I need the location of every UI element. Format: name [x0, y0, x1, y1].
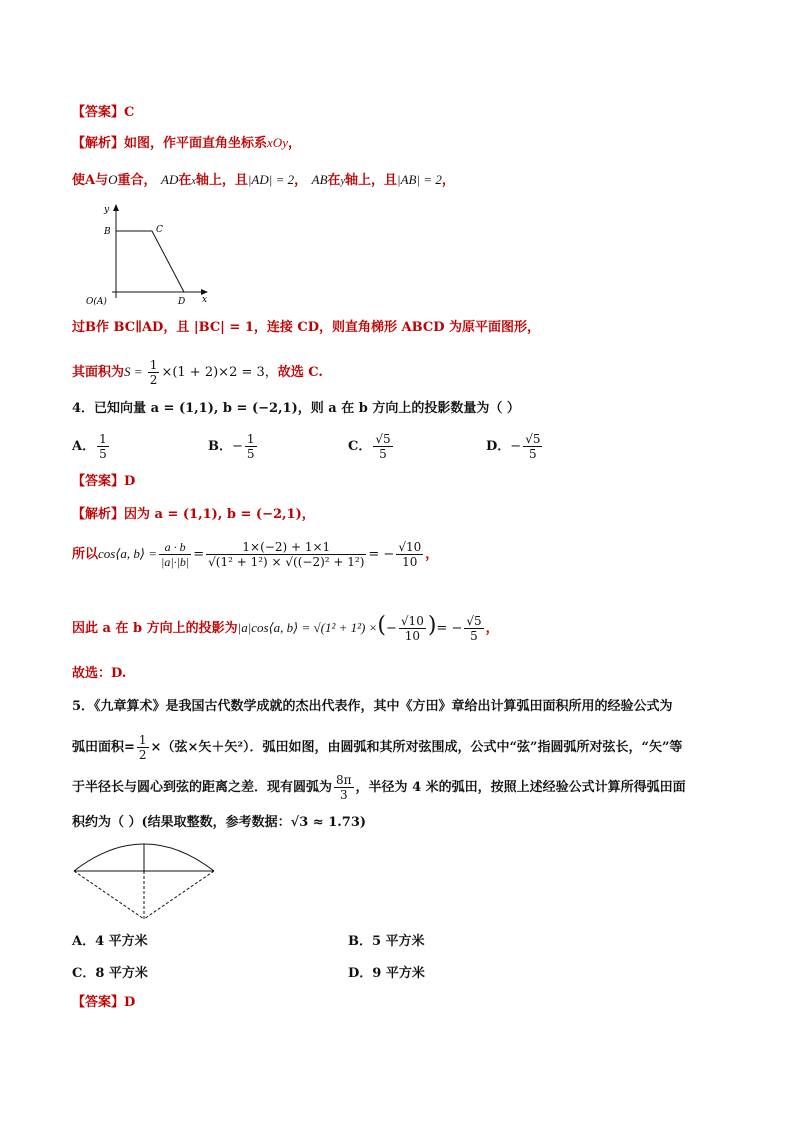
question-5-line4: 积约为（ ）(结果取整数，参考数据：√3 ≈ 1.73) — [72, 815, 367, 830]
question-4: 4．已知向量 a = (1,1), b = (−2,1)，则 a 在 b 方向上的投影数量为（ ） — [72, 401, 520, 416]
option-c[interactable] — [348, 432, 395, 461]
option-d[interactable] — [486, 432, 544, 461]
radius-left — [74, 871, 144, 919]
fraction-half — [137, 733, 149, 762]
math-s: S = — [124, 364, 146, 379]
answer-tag: 【答案】 — [72, 105, 125, 120]
answer-tag: 【答案】 — [72, 474, 125, 489]
frac-num: 1 — [246, 432, 255, 446]
text: 轴上，且 — [195, 173, 248, 188]
math-ad: AD — [161, 172, 179, 187]
analysis-tag: 【解析】 — [72, 507, 125, 522]
text: 所以 — [72, 547, 99, 562]
text: ×（弦×矢＋矢²）．弧田如图，由圆弧和其所对弦围成，公式中“弦”指圆弧所对弦长，“矢”等 — [150, 740, 683, 755]
analysis-text: 因为 a = (1,1), b = (−2,1)， — [124, 507, 315, 522]
option-d[interactable]: D．9 平方米 — [348, 966, 425, 981]
text: 因此 a 在 b 方向上的投影为 — [72, 621, 238, 636]
math-ab-abs: |AB| = 2 — [397, 172, 442, 187]
math-ab: AB — [311, 172, 328, 187]
projection-line: 因此 a 在 b 方向上的投影为|a|cos⟨a, b⟩ = √(1² + 1²) ×(− $\frac{√10}{10}$ )= − $\frac{√5}{5}$ ， — [72, 613, 499, 643]
analysis-text: 如图，作平面直角坐标系 — [124, 136, 268, 151]
fraction-result — [396, 540, 423, 569]
frac-num: √5 — [375, 432, 391, 446]
text: 轴上，且 — [345, 173, 398, 188]
text: ，半径为 4 米的弧田，按照上述经验公式计算所得弧田面 — [355, 780, 686, 795]
cos-line — [72, 540, 438, 569]
label-b: B — [104, 227, 111, 237]
text: 重合， — [117, 173, 157, 188]
frac-den: 5 — [246, 447, 255, 461]
analysis-line-q4-1 — [72, 505, 315, 525]
frac-den: 2 — [138, 748, 147, 762]
label-d: D — [178, 297, 186, 307]
frac-num: √5 — [525, 432, 541, 446]
text: 弧田面积= — [72, 740, 135, 755]
question-5-line1: 5．《九章算术》是我国古代数学成就的杰出代表作，其中《方田》章给出计算弧田面积所用的经验公式为 — [72, 699, 673, 714]
option-fraction — [373, 432, 392, 461]
answer-line-q4 — [72, 472, 135, 492]
fraction-ab — [159, 540, 191, 569]
y-axis-arrow — [113, 204, 119, 211]
radius-right — [144, 871, 214, 919]
math-proj: |a|cos⟨a, b⟩ = √(1² + 1²) × — [237, 620, 378, 635]
fraction-8pi-3 — [334, 773, 354, 802]
frac-num: √10 — [398, 540, 422, 554]
text: 在 — [327, 173, 341, 188]
option-label: B． — [208, 439, 232, 454]
answer-line-q3 — [72, 103, 134, 123]
fraction-calc — [206, 540, 366, 569]
text: 故选 C. — [277, 365, 323, 380]
frac-den: 5 — [470, 629, 478, 643]
fraction-half — [148, 358, 160, 387]
math-y: y — [340, 176, 346, 187]
option-sign: − — [510, 439, 522, 454]
answer-tag: 【答案】 — [72, 995, 125, 1010]
text: 其面积为 — [72, 365, 125, 380]
math-xoy: xOy — [267, 135, 288, 150]
frac-den: |a|·|b| — [161, 555, 190, 569]
eq: = — [193, 547, 205, 562]
text: ， — [441, 173, 455, 188]
punct: ， — [287, 136, 301, 151]
frac-den: √(1² + 1²) × √((−2)² + 1²) — [208, 555, 365, 569]
text: 于半径长与圆心到弦的距离之差．现有圆弧为 — [72, 780, 333, 795]
option-label: C． — [348, 439, 372, 454]
answer-line-q5 — [72, 993, 135, 1013]
math-cos: cos⟨a, b⟩ = — [98, 546, 158, 561]
frac-num: 1×(−2) + 1×1 — [206, 540, 366, 555]
option-label: A． — [72, 439, 96, 454]
option-c[interactable]: C．8 平方米 — [72, 966, 148, 981]
answer-value: D — [124, 474, 136, 489]
frac-den: 5 — [529, 447, 537, 461]
eq: = − — [436, 621, 463, 636]
text: 在 — [178, 173, 192, 188]
text: 使A与 — [72, 173, 109, 188]
final-q4: 故选：D. — [72, 666, 127, 681]
analysis-line-q3-4 — [72, 358, 323, 387]
option-sign: − — [232, 439, 243, 454]
option-a[interactable] — [72, 432, 111, 461]
frac-num: √10 — [400, 614, 424, 628]
math-ad-abs: |AD| = 2 — [247, 172, 295, 187]
math-o: O — [108, 172, 118, 187]
frac-num: √5 — [466, 614, 482, 628]
math-x: x — [191, 176, 196, 187]
paren-open: ( — [377, 613, 386, 638]
frac-num: 1 — [138, 733, 147, 747]
answer-value: D — [124, 995, 136, 1010]
paren-close: ) — [427, 613, 437, 638]
frac-num: a · b — [159, 540, 191, 555]
fraction-proj — [464, 614, 483, 643]
frac-num: 1 — [99, 432, 107, 446]
option-fraction — [97, 432, 109, 461]
punct: ， — [425, 547, 439, 562]
frac-den: 3 — [339, 788, 348, 802]
label-y: y — [104, 205, 110, 215]
trapezoid-graph — [82, 198, 232, 308]
option-fraction — [523, 432, 542, 461]
question-5-line2 — [72, 733, 682, 762]
text: ， — [294, 173, 308, 188]
option-fraction — [245, 432, 257, 461]
analysis-line-q3-2 — [72, 170, 455, 192]
analysis-line-q3-1 — [72, 133, 301, 154]
frac-den: 5 — [379, 447, 387, 461]
trapezoid-bc-cd — [116, 231, 184, 292]
frac-den: 5 — [99, 447, 107, 461]
frac-num: 1 — [149, 358, 158, 372]
option-a[interactable]: A．4 平方米 — [72, 934, 148, 949]
eq: = − — [368, 547, 395, 562]
question-5-line3 — [72, 773, 686, 802]
frac-den: 10 — [402, 555, 418, 569]
analysis-tag: 【解析】 — [72, 136, 125, 151]
option-label: D． — [486, 439, 511, 454]
frac-num: 8π — [336, 773, 352, 787]
option-b[interactable]: B．5 平方米 — [348, 934, 425, 949]
option-b[interactable] — [208, 432, 259, 461]
label-x: x — [202, 295, 208, 305]
label-origin: O(A) — [86, 297, 107, 307]
frac-den: 2 — [149, 373, 158, 387]
label-c: C — [156, 225, 163, 235]
arc-field-diagram — [70, 833, 220, 923]
punct: ， — [485, 621, 499, 636]
fraction-paren — [399, 614, 426, 643]
frac-den: 10 — [404, 629, 420, 643]
analysis-line-q3-3: 过B作 BC∥AD，且 |BC| = 1，连接 CD，则直角梯形 ABCD 为原平面图形， — [72, 320, 541, 335]
math-area: ×(1 + 2)×2 = 3， — [161, 365, 278, 380]
answer-value: C — [124, 105, 135, 120]
